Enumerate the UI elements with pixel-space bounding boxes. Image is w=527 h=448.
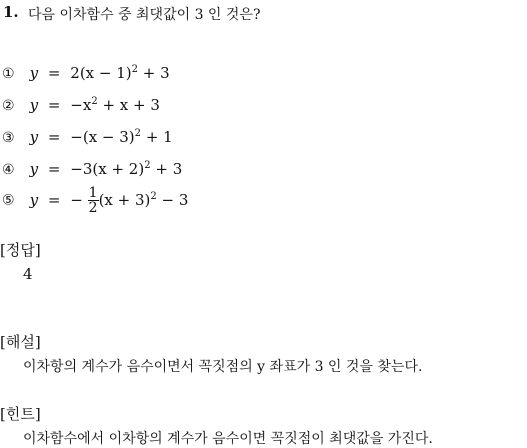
hint-text: 이차함수에서 이차항의 계수가 음수이면 꼭짓점이 최댓값을 가진다. (23, 431, 433, 447)
choice-marker: ② (2, 98, 15, 114)
exponent: 2 (91, 96, 98, 107)
equals-sign: = (47, 190, 61, 209)
exponent: 2 (134, 128, 142, 139)
equals-sign: = (47, 128, 61, 146)
equals-sign: = (47, 64, 61, 82)
expression-part: (x + 3) (98, 190, 151, 209)
expression-part: 2(x − 1) (70, 64, 132, 82)
expression-part: + x + 3 (97, 96, 160, 114)
answer-value: 4 (23, 265, 33, 283)
fraction-numerator: 1 (88, 185, 98, 201)
exponent: 2 (131, 64, 139, 75)
expression-part: + 1 (141, 128, 173, 146)
minus-sign: − (70, 190, 83, 209)
choice-marker: ① (2, 66, 15, 82)
expression-part: −x (70, 96, 92, 114)
equals-sign: = (47, 96, 61, 114)
expression-part: − 3 (156, 190, 189, 209)
choice-marker: ⑤ (2, 192, 15, 209)
answer-label: [정답] (0, 241, 41, 259)
question-number: 1. (3, 3, 19, 21)
expression-part: + 3 (138, 64, 170, 82)
choice-3 (2, 127, 173, 146)
choice-marker: ④ (2, 162, 15, 178)
exponent: 2 (150, 190, 157, 202)
math-variable: y (29, 96, 39, 114)
fraction-denominator: 2 (88, 200, 98, 216)
fraction (88, 186, 99, 215)
choice-5 (2, 186, 188, 215)
hint-label: [힌트] (0, 405, 41, 423)
expression-part: −3(x + 2) (70, 160, 145, 178)
explanation-text: 이차항의 계수가 음수이면서 꼭짓점의 y 좌표가 3 인 것을 찾는다. (23, 359, 423, 375)
equals-sign: = (47, 160, 61, 178)
math-variable: y (29, 160, 39, 178)
choice-marker: ③ (2, 130, 15, 146)
explanation-label: [해설] (0, 333, 41, 351)
expression-part: −(x − 3) (70, 128, 135, 146)
expression-part: + 3 (150, 160, 183, 178)
math-variable: y (29, 190, 39, 209)
choice-4 (2, 159, 182, 178)
choice-2 (2, 95, 160, 114)
math-variable: y (29, 128, 39, 146)
question-text: 다음 이차함수 중 최댓값이 3 인 것은? (28, 7, 261, 23)
exponent: 2 (144, 160, 151, 171)
choice-1 (2, 63, 170, 82)
math-variable: y (29, 64, 39, 82)
